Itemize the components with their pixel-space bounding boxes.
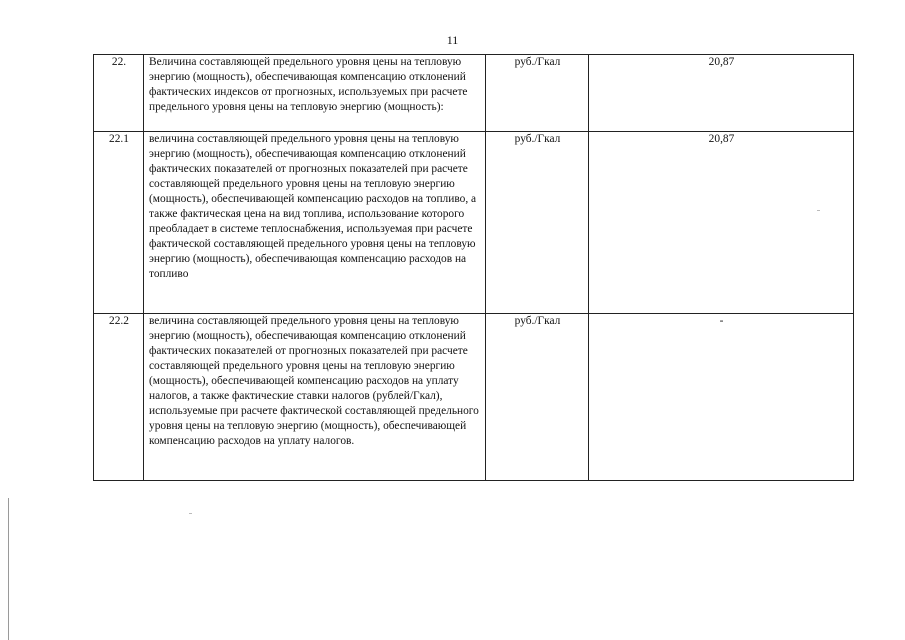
row-number: 22.2 [94, 314, 144, 481]
row-number: 22.1 [94, 132, 144, 314]
tariff-table [93, 54, 854, 481]
row-unit: руб./Гкал [486, 132, 589, 314]
row-description: Величина составляющей предельного уровня цены на тепловую энергию (мощность), обеспечивающая компенсацию отклонений фактических индексов от прогнозных, используемых при расчете предельного уровня цены на тепловую энергию (мощность): [144, 55, 486, 132]
scan-speck [189, 513, 192, 514]
table-row [94, 55, 854, 132]
table-row [94, 314, 854, 481]
table-row [94, 132, 854, 314]
row-unit: руб./Гкал [486, 55, 589, 132]
row-value: 20,87 [589, 132, 854, 314]
row-description: величина составляющей предельного уровня цены на тепловую энергию (мощность), обеспечивающая компенсацию отклонений фактических показателей от прогнозных показателей при расчете составляющей предельного уровня цены на тепловую энергию (мощность), обеспечивающей компенсацию расходов на уплату налогов, а также фактические ставки налогов (рублей/Гкал), используемые при расчете фактической составляющей предельного уровня цены на тепловую энергию (мощность), обеспечивающей компенсацию расходов на уплату налогов. [144, 314, 486, 481]
scan-margin-line [8, 498, 9, 640]
row-unit: руб./Гкал [486, 314, 589, 481]
row-number: 22. [94, 55, 144, 132]
scan-speck [817, 210, 820, 211]
row-description: величина составляющей предельного уровня цены на тепловую энергию (мощность), обеспечивающая компенсацию отклонений фактических показателей от прогнозных показателей при расчете составляющей предельного уровня цены на тепловую энергию (мощность), обеспечивающей компенсацию расходов на топливо, а также фактическая цена на вид топлива, использование которого преобладает в системе теплоснабжения, используемая при расчете фактической составляющей предельного уровня цены на тепловую энергию (мощность), обеспечивающая компенсацию расходов на топливо [144, 132, 486, 314]
row-value: - [589, 314, 854, 481]
row-value: 20,87 [589, 55, 854, 132]
page-number: 11 [446, 33, 459, 47]
